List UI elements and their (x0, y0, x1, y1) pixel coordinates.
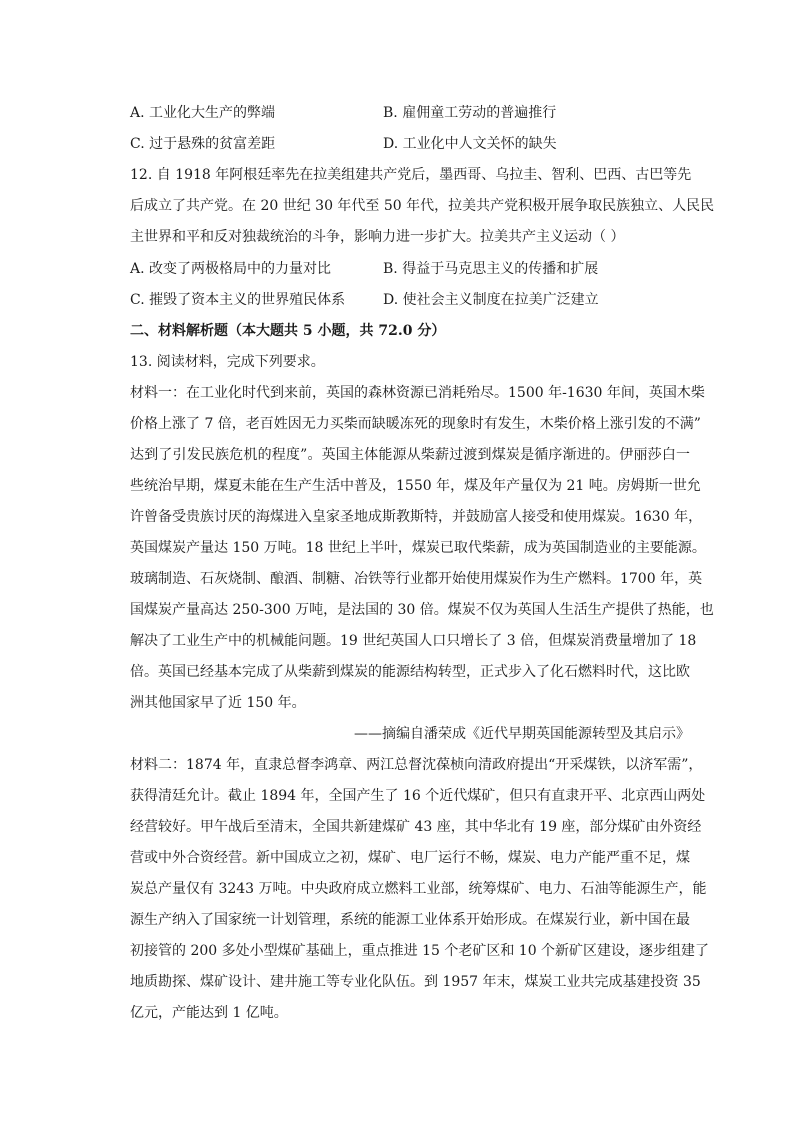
material1-line: 国煤炭产量高达 250-300 万吨，是法国的 30 倍。煤炭不仅为英国人生活生产提供了热能，也 (130, 602, 714, 618)
material2-line: 亿元，产能达到 1 亿吨。 (130, 1005, 288, 1021)
material2-line: 源生产纳入了国家统一计划管理，系统的能源工业体系开始形成。在煤炭行业，新中国在最 (130, 912, 690, 928)
q11-option-c: C. 过于悬殊的贫富差距 (130, 136, 276, 152)
material1-line: 些统治早期，煤夏未能在生产生活中普及，1550 年，煤及年产量仅为 21 吨。房姆斯一世允 (130, 478, 701, 494)
q12-stem-line-1: 12. 自 1918 年阿根廷率先在拉美组建共产党后，墨西哥、乌拉圭、智利、巴西、古巴等先 (130, 167, 692, 183)
material2-line: 营或中外合资经营。新中国成立之初，煤矿、电厂运行不畅，煤炭、电力产能严重不足，煤 (130, 850, 690, 866)
q12-stem-line-3: 主世界和平和反对独裁统治的斗争，影响力进一步扩大。拉美共产主义运动（ ） (130, 229, 625, 245)
material2-line: 材料二：1874 年，直隶总督李鸿章、两江总督沈葆桢向清政府提出“开采煤铁，以济军需”， (130, 757, 703, 773)
q11-option-d: D. 工业化中人文关怀的缺失 (383, 136, 557, 152)
q13-prompt: 13. 阅读材料，完成下列要求。 (130, 354, 325, 370)
q12-option-b: B. 得益于马克思主义的传播和扩展 (383, 261, 599, 277)
material2-line: 地质勘探、煤矿设计、建井施工等专业化队伍。到 1957 年末，煤炭工业共完成基建投资 35 (130, 974, 701, 990)
section-heading: 二、材料解析题（本大题共 5 小题，共 72.0 分） (130, 323, 446, 339)
q12-options-row-2 (130, 290, 690, 310)
material1-line: 许曾备受贵族讨厌的海煤进入皇家圣地成斯教斯特，并鼓励富人接受和使用煤炭。1630 年， (130, 509, 703, 525)
material2-line: 获得清廷允计。截止 1894 年，全国产生了 16 个近代煤矿，但只有直隶开平、北京西山两处 (130, 788, 706, 804)
material1-source-citation: ——摘编自潘荣成《近代早期英国能源转型及其启示》 (354, 726, 690, 742)
material1-line: 材料一：在工业化时代到来前，英国的森林资源已消耗殆尽。1500 年-1630 年间，英国木柴 (130, 385, 705, 401)
q11-option-b: B. 雇佣童工劳动的普遍推行 (383, 105, 557, 121)
q12-option-a: A. 改变了两极格局中的力量对比 (130, 261, 332, 277)
material1-line: 英国煤炭产量达 150 万吨。18 世纪上半叶，煤炭已取代柴薪，成为英国制造业的主要能源。 (130, 540, 706, 556)
material1-line: 价格上涨了 7 倍，老百姓因无力买柴而缺暖冻死的现象时有发生，木柴价格上涨引发的不满” (130, 416, 701, 432)
q11-option-a: A. 工业化大生产的弊端 (130, 105, 276, 121)
material1-line: 解决了工业生产中的机械能问题。19 世纪英国人口只增长了 3 倍，但煤炭消费量增加了 18 (130, 633, 697, 649)
q12-options-row-1 (130, 259, 690, 279)
material1-line: 玻璃制造、石灰烧制、酿酒、制糖、冶铁等行业都开始使用煤炭作为生产燃料。1700 年，英 (130, 571, 703, 587)
material1-line: 达到了引发民族危机的程度”。英国主体能源从柴薪过渡到煤炭是循序渐进的。伊丽莎白一 (130, 447, 690, 463)
material1-line: 洲其他国家早了近 150 年。 (130, 695, 306, 711)
material2-line: 炭总产量仅有 3243 万吨。中央政府成立燃料工业部，统筹煤矿、电力、石油等能源生产，能 (130, 881, 707, 897)
q12-option-d: D. 使社会主义制度在拉美广泛建立 (383, 292, 599, 308)
q12-option-c: C. 摧毁了资本主义的世界殖民体系 (130, 292, 346, 308)
q11-options-row-2 (130, 134, 690, 154)
q12-stem-line-2: 后成立了共产党。在 20 世纪 30 年代至 50 年代，拉美共产党积极开展争取民族独立、人民民 (130, 198, 715, 214)
material2-line: 初接管的 200 多处小型煤矿基础上，重点推进 15 个老矿区和 10 个新矿区建设，逐步组建了 (130, 943, 710, 959)
material1-line: 倍。英国已经基本完成了从柴薪到煤炭的能源结构转型，正式步入了化石燃料时代，这比欧 (130, 664, 690, 680)
material2-line: 经营较好。甲午战后至清末，全国共新建煤矿 43 座，其中华北有 19 座，部分煤矿由外资经 (130, 819, 702, 835)
q11-options-row-1 (130, 103, 690, 123)
